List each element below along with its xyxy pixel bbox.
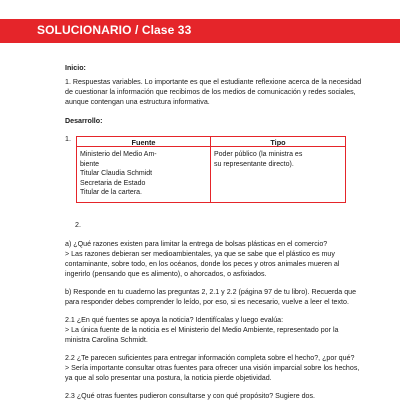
table-header-fuente: Fuente [76, 136, 211, 147]
fuente-line: biente [80, 160, 100, 168]
answer-a-line: contaminante, sobre todo, en los océanos, donde los peces y otros animales mueren al [65, 260, 340, 268]
header-bar [0, 19, 400, 43]
fuente-line: Titular Claudia Schmidt [80, 170, 153, 177]
inicio-line-2: de cuestionar la información que recibimos de los medios de comunicación y redes sociales, [65, 88, 356, 96]
document-title: SOLUCIONARIO / Clase 33 [37, 23, 192, 37]
answer-2-1-line: ministra Carolina Schmidt. [65, 336, 148, 344]
answer-2-1-line: > La única fuente de la noticia es el Ministerio del Medio Ambiente, representado por la [65, 326, 339, 334]
fuente-line: Ministerio del Medio Am- [80, 151, 157, 158]
sources-table [76, 136, 346, 203]
table-cell-tipo [210, 147, 346, 203]
fuente-line: Secretaria de Estado [80, 179, 146, 187]
table-cell-fuente [76, 147, 211, 203]
question-a: a) ¿Qué razones existen para limitar la entrega de bolsas plásticas en el comercio? [65, 240, 328, 248]
inicio-heading: Inicio: [65, 64, 86, 72]
answer-2-2-line: > Sería importante consultar otras fuentes para ofrecer una visión imparcial sobre los hechos, [65, 364, 360, 372]
question-2-3: 2.3 ¿Qué otras fuentes pudieron consultarse y con qué propósito? Sugiere dos. [65, 392, 316, 400]
item-number-1: 1. [65, 135, 71, 143]
question-2-2: 2.2 ¿Te parecen suficientes para entregar información completa sobre el hecho?, ¿por qué? [65, 354, 355, 362]
inicio-line-1: 1. Respuestas variables. Lo importante es que el estudiante reflexione acerca de la necesidad [65, 78, 362, 86]
table-header-tipo: Tipo [210, 136, 346, 147]
tipo-line: su representante directo). [214, 160, 294, 168]
question-2-1: 2.1 ¿En qué fuentes se apoya la noticia? Identifícalas y luego evalúa: [65, 316, 284, 324]
answer-2-2-line: ya que al solo presentar una postura, la noticia pierde objetividad. [65, 374, 272, 382]
inicio-line-3: aunque contengan una estructura informativa. [65, 98, 210, 106]
item-number-2: 2. [75, 221, 81, 229]
instruction-b-line: b) Responde en tu cuaderno las preguntas 2, 2.1 y 2.2 (página 97 de tu libro). Recuerda que [65, 288, 357, 296]
instruction-b-line: para responder debes comprender lo leído, por eso, si es necesario, vuelve a leer el texto. [65, 298, 349, 306]
tipo-line: Poder público (la ministra es [214, 151, 303, 158]
answer-a-line: > Las razones debieran ser medioambientales, ya que se sabe que el plástico es muy [65, 250, 335, 258]
desarrollo-heading: Desarrollo: [65, 117, 103, 125]
fuente-line: Titular de la cartera. [80, 189, 142, 196]
answer-a-line: ingerirlo (pensando que es alimento), o ahorcados, o asfixiados. [65, 270, 267, 278]
